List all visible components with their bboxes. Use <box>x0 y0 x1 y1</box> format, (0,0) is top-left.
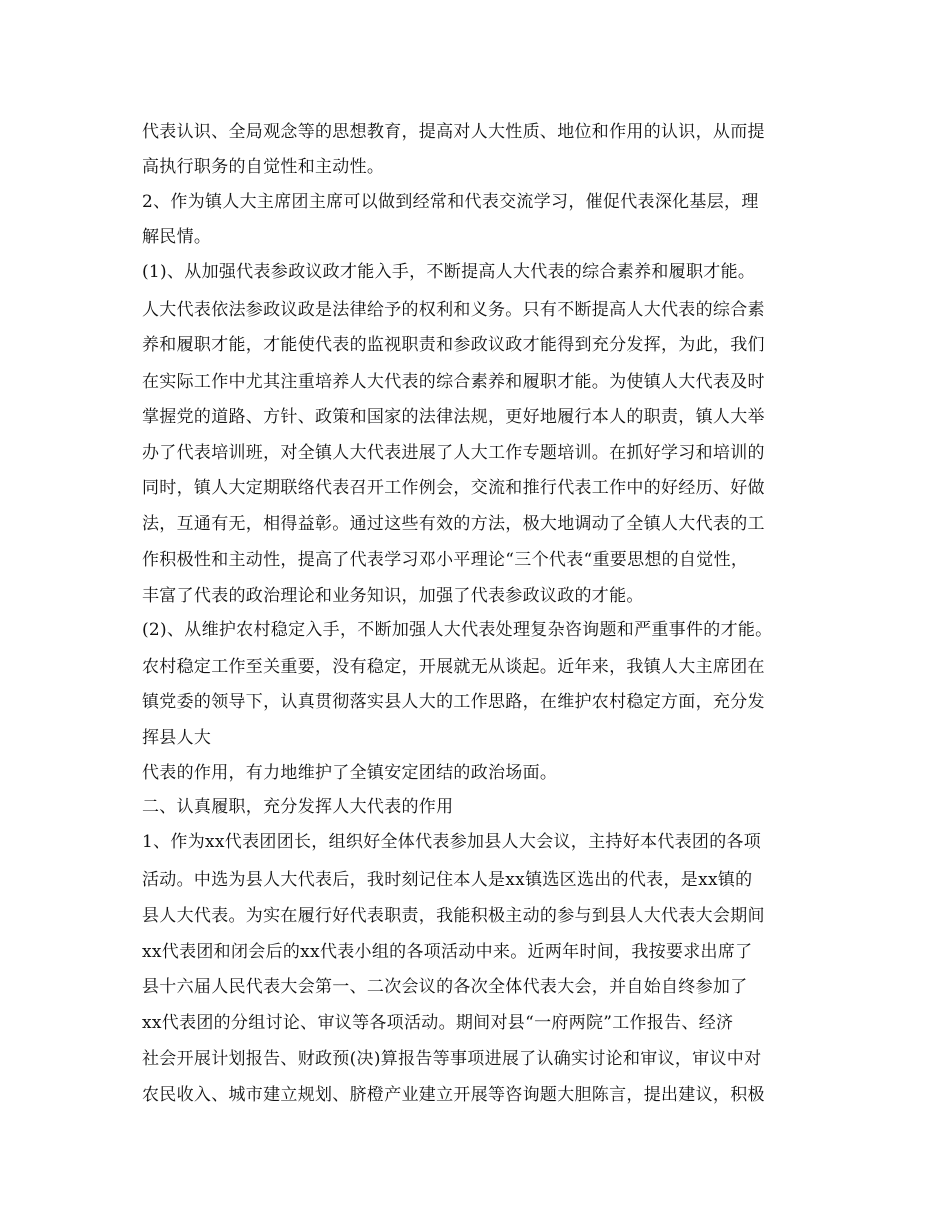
text-line: (1)、从加强代表参政议政才能入手，不断提高人大代表的综合素养和履职才能。 <box>142 262 756 282</box>
text-line: xx代表团的分组讨论、审议等各项活动。期间对县“一府两院”工作报告、经济 <box>142 1013 734 1033</box>
text-line: 在实际工作中尤其注重培养人大代表的综合素养和履职才能。为使镇人大代表及时 <box>142 372 765 392</box>
text-line: 掌握党的道路、方针、政策和国家的法律法规，更好地履行本人的职责，镇人大举 <box>142 407 765 427</box>
text-line: 镇党委的领导下，认真贯彻落实县人大的工作思路，在维护农村稳定方面，充分发 <box>142 692 765 712</box>
text-line: 解民情。 <box>142 227 212 247</box>
text-line: 1、作为xx代表团团长，组织好全体代表参加县人大会议，主持好本代表团的各项 <box>142 832 762 852</box>
text-line: 挥县人大 <box>142 728 212 748</box>
text-line: 养和履职才能，才能使代表的监视职责和参政议政才能得到充分发挥，为此，我们 <box>142 335 765 355</box>
text-line: 人大代表依法参政议政是法律给予的权利和义务。只有不断提高人大代表的综合素 <box>142 300 765 320</box>
text-line: 2、作为镇人大主席团主席可以做到经常和代表交流学习，催促代表深化基层，理 <box>142 192 759 212</box>
text-line: 县人大代表。为实在履行好代表职责，我能积极主动的参与到县人大代表大会期间 <box>142 906 765 926</box>
text-line: 农民收入、城市建立规划、脐橙产业建立开展等咨询题大胆陈言，提出建议，积极 <box>142 1085 765 1105</box>
text-line: 高执行职务的自觉性和主动性。 <box>142 157 385 177</box>
text-line: 办了代表培训班，对全镇人大代表进展了人大工作专题培训。在抓好学习和培训的 <box>142 443 765 463</box>
text-line: 丰富了代表的政治理论和业务知识，加强了代表参政议政的才能。 <box>142 586 644 606</box>
text-line: 社会开展计划报告、财政预(决)算报告等事项进展了认确实讨论和审议，审议中对 <box>142 1049 762 1069</box>
text-line: 代表认识、全局观念等的思想教育，提高对人大性质、地位和作用的认识，从而提 <box>142 122 765 142</box>
text-line: xx代表团和闭会后的xx代表小组的各项活动中来。近两年时间，我按要求出席了 <box>142 942 753 962</box>
text-line: 同时，镇人大定期联络代表召开工作例会，交流和推行代表工作中的好经历、好做 <box>142 478 765 498</box>
text-line: 作积极性和主动性，提高了代表学习邓小平理论“三个代表“重要思想的自觉性， <box>142 550 749 570</box>
text-line: 农村稳定工作至关重要，没有稳定，开展就无从谈起。近年来，我镇人大主席团在 <box>142 657 765 677</box>
text-line: (2)、从维护农村稳定入手，不断加强人大代表处理复杂咨询题和严重事件的才能。 <box>142 620 773 640</box>
text-line: 活动。中选为县人大代表后，我时刻记住本人是xx镇选区选出的代表，是xx镇的 <box>142 870 753 890</box>
text-line: 法，互通有无，相得益彰。通过这些有效的方法，极大地调动了全镇人大代表的工 <box>142 514 765 534</box>
text-line: 县十六届人民代表大会第一、二次会议的各次全体代表大会，并自始自终参加了 <box>142 977 748 997</box>
section-heading: 二、认真履职，充分发挥人大代表的作用 <box>142 797 454 817</box>
text-line: 代表的作用，有力地维护了全镇安定团结的政治场面。 <box>142 763 558 783</box>
